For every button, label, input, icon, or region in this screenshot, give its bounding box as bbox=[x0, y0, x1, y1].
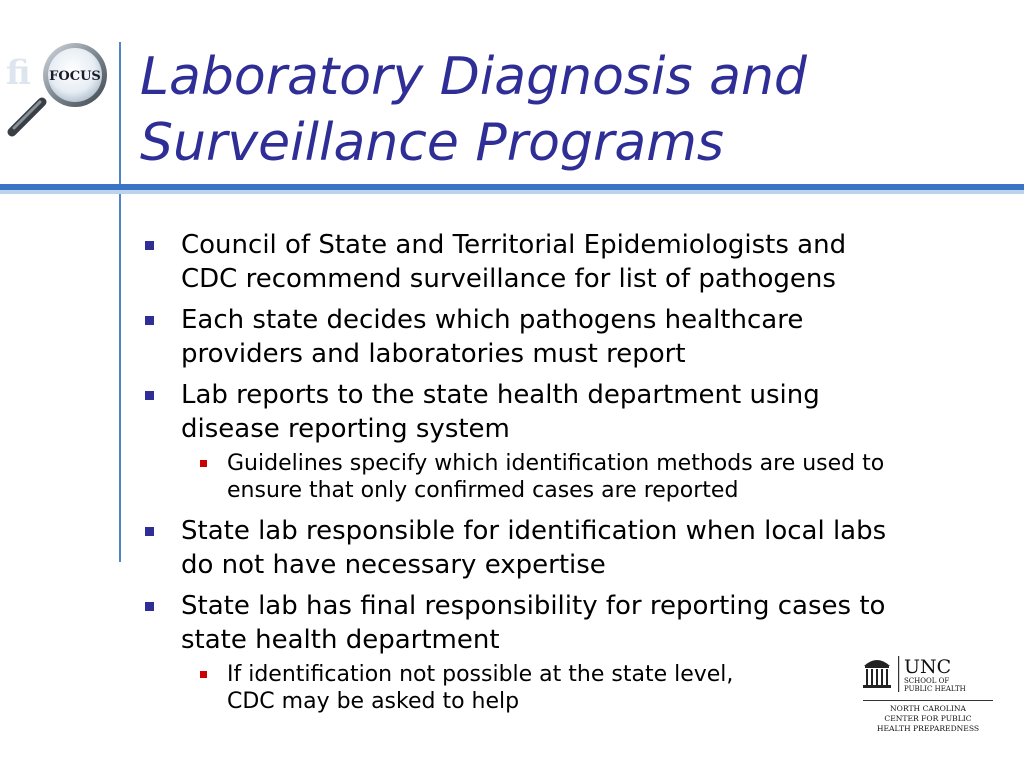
bullet-text-line: providers and laboratories must report bbox=[181, 339, 686, 369]
svg-text:fi: fi bbox=[6, 53, 31, 93]
bullet-text-line: CDC recommend surveillance for list of pathogens bbox=[181, 264, 836, 294]
sub-bullet-text-line: ensure that only confirmed cases are reported bbox=[227, 478, 739, 503]
unc-wordmark: UNC bbox=[904, 656, 952, 678]
bullet-item bbox=[140, 378, 1010, 446]
square-bullet-icon bbox=[145, 316, 154, 325]
slide-title bbox=[140, 44, 1010, 176]
sub-bullet-text-line: CDC may be asked to help bbox=[227, 689, 520, 714]
bullet-item bbox=[140, 589, 1010, 657]
bullet-item bbox=[140, 228, 1010, 296]
bullet-text-line: disease reporting system bbox=[181, 414, 510, 444]
focus-logo-text: FOCUS bbox=[49, 69, 101, 84]
square-bullet-icon bbox=[145, 391, 154, 400]
nc-center-line: HEALTH PREPAREDNESS bbox=[876, 724, 980, 733]
bullet-text-line: do not have necessary expertise bbox=[181, 550, 606, 580]
bullet-item bbox=[140, 514, 1010, 582]
square-bullet-icon bbox=[145, 602, 154, 611]
square-bullet-icon bbox=[145, 241, 154, 250]
square-bullet-icon bbox=[145, 527, 154, 536]
sub-bullet-text-line: If identification not possible at the state level, bbox=[227, 662, 734, 687]
bullet-text-line: Each state decides which pathogens healthcare bbox=[181, 305, 804, 335]
sub-bullet-text-line: Guidelines specify which identification methods are used to bbox=[227, 451, 885, 476]
bullet-list bbox=[140, 228, 1010, 725]
square-sub-bullet-icon bbox=[200, 460, 207, 467]
nc-center-line: NORTH CAROLINA bbox=[890, 704, 966, 713]
horizontal-rule bbox=[0, 184, 1024, 198]
unc-subtitle-line: SCHOOL OF bbox=[904, 677, 950, 685]
unc-subtitle-line: PUBLIC HEALTH bbox=[904, 685, 966, 693]
bullet-text-line: Lab reports to the state health department using bbox=[181, 380, 820, 410]
bullet-item bbox=[140, 303, 1010, 371]
bullet-text-line: Council of State and Territorial Epidemiologists and bbox=[181, 230, 847, 260]
bullet-text-line: State lab responsible for identification when local labs bbox=[181, 516, 887, 546]
square-sub-bullet-icon bbox=[200, 671, 207, 678]
bullet-text-line: State lab has final responsibility for reporting cases to bbox=[181, 591, 886, 621]
unc-public-health-logo bbox=[858, 652, 1008, 742]
title-line-1: Laboratory Diagnosis and bbox=[140, 47, 807, 107]
bullet-text-line: state health department bbox=[181, 625, 500, 655]
focus-magnifier-logo bbox=[2, 40, 120, 140]
sub-bullet-item bbox=[227, 450, 1010, 504]
nc-center-line: CENTER FOR PUBLIC bbox=[884, 714, 972, 723]
old-well-icon bbox=[863, 660, 891, 688]
title-line-2: Surveillance Programs bbox=[140, 113, 724, 173]
